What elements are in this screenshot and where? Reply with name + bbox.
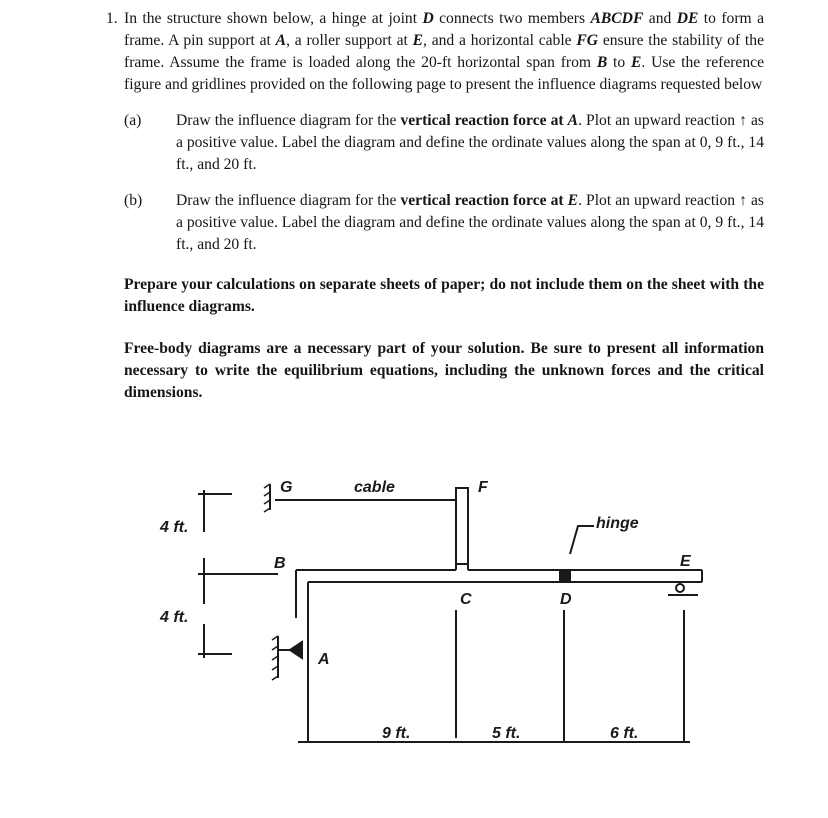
label-f: F [478,479,488,496]
dim-span-cd: 5 ft. [492,725,521,742]
part-b-text-2: . Plot an upward reaction ↑ as a positive value. Label the diagram and define the ordinate values along the span at 0, 9 ft., 14 ft., and 20 ft. [176,192,765,253]
support-e-ref: E [412,32,424,49]
intro-text: to form a frame. A pin support at [124,10,764,49]
intro-text: , and a horizontal cable [423,32,577,49]
part-b-text-1: Draw the influence diagram for the [176,192,401,209]
part-a [124,110,764,176]
label-d: D [560,591,572,608]
frame-figure [0,470,828,770]
member-abcdf-ref: ABCDF [590,10,644,27]
label-e: E [680,553,691,570]
problem-intro [124,8,764,96]
support-a-ref: A [275,32,287,49]
intro-text: . Use the reference figure and gridlines provided on the following page to present the influence diagrams requested below [124,54,764,93]
label-b: B [274,555,286,572]
member-de-ref: DE [676,10,699,27]
part-b-label: (b) [124,192,143,209]
part-a-text-2: . Plot an upward reaction ↑ as a positive value. Label the diagram and define the ordinate values along the span at 0, 9 ft., 14 ft., and 20 ft. [176,112,765,173]
frame-drawing [0,470,828,770]
label-cable: cable [354,479,395,496]
post-f [456,488,468,564]
label-a: A [318,651,330,668]
hinge-leader [570,526,594,554]
label-c: C [460,591,472,608]
part-b [124,190,764,256]
part-a-text-1: Draw the influence diagram for the [176,112,401,129]
dim-span-de: 6 ft. [610,725,639,742]
intro-text: to [607,54,631,71]
dim-span-ac: 9 ft. [382,725,411,742]
point-b-ref: B [596,54,608,71]
calc-instructions: Prepare your calculations on separate sheets of paper; do not include them on the sheet with the influence diagrams. [124,276,764,315]
part-b-point: E [567,192,579,209]
problem-statement [106,8,765,404]
part-a-bold: vertical reaction force at [400,112,568,129]
joint-d-ref: D [422,10,434,27]
roller-e [676,584,684,592]
intro-text: ensure the stability of the frame. Assume the frame is loaded along the 20-ft horizontal span from [124,32,764,71]
part-a-label: (a) [124,112,142,129]
part-b-text [146,190,764,256]
part-a-point: A [567,112,579,129]
label-g: G [280,479,293,496]
hinge-d [560,570,570,582]
intro-text: In the structure shown below, a hinge at joint [124,10,423,27]
intro-text: and [648,10,677,27]
part-b-bold: vertical reaction force at [400,192,568,209]
dim-lower-height: 4 ft. [160,609,189,626]
cable-fg-ref: FG [576,32,599,49]
intro-text: , a roller support at [286,32,413,49]
part-a-text [146,110,764,176]
point-e-ref: E [630,54,642,71]
intro-text: connects two members [433,10,591,27]
fbd-instructions: Free-body diagrams are a necessary part of your solution. Be sure to present all information necessary to write the equilibrium equations, including the unknown forces and the critical dimensions. [124,340,764,401]
dim-upper-height: 4 ft. [160,519,189,536]
problem-number: 1. [106,10,118,27]
label-hinge: hinge [596,515,639,532]
